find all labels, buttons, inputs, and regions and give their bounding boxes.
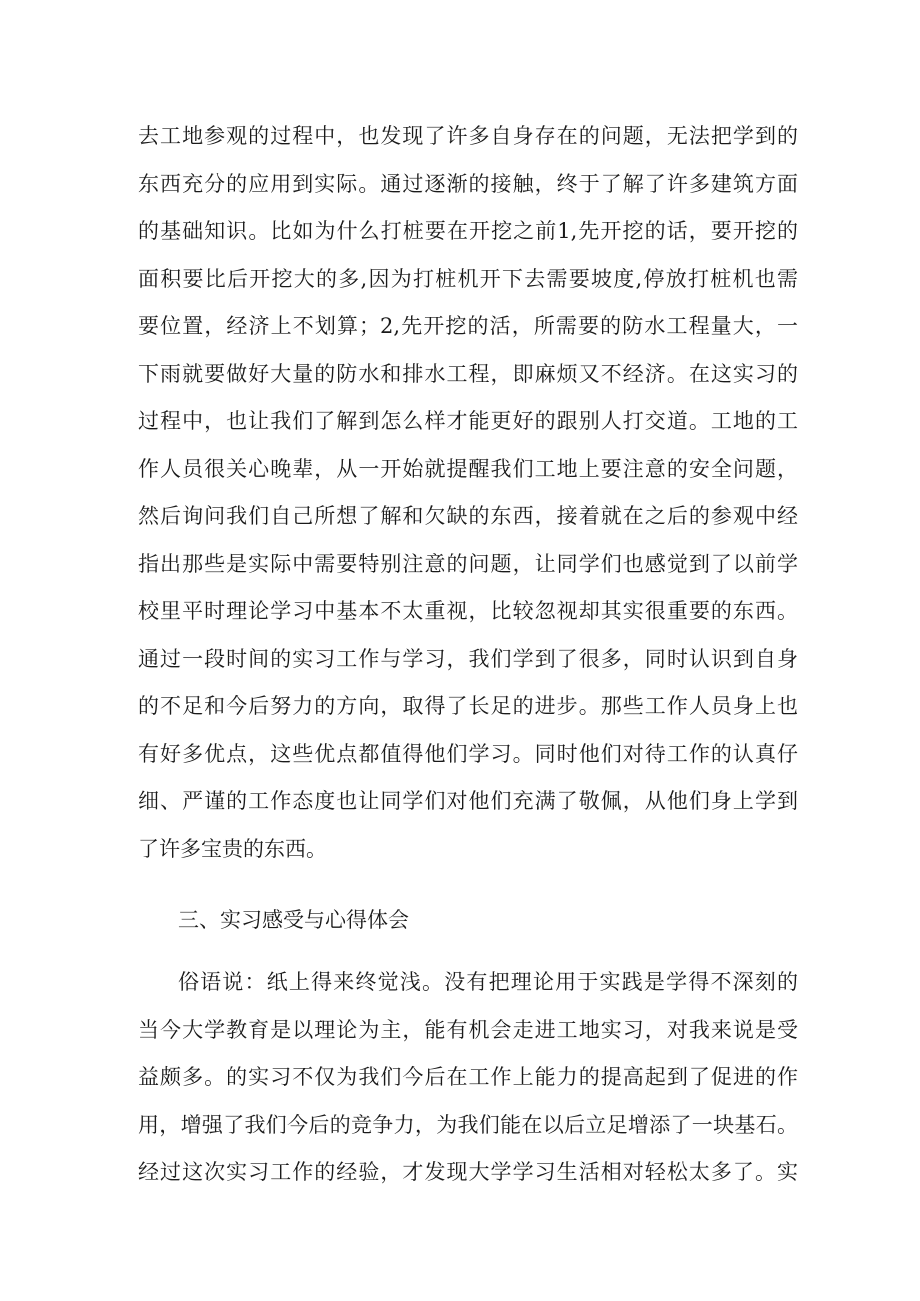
body-text-line: 细、严谨的工作态度也让同学们对他们充满了敬佩，从他们身上学到 (138, 789, 798, 813)
body-text-line: 指出那些是实际中需要特别注意的问题，让同学们也感觉到了以前学 (138, 552, 798, 576)
body-text-line: 了许多宝贵的东西。 (138, 837, 327, 861)
body-text-line: 俗语说：纸上得来终觉浅。没有把理论用于实践是学得不深刻的 (178, 970, 798, 994)
body-text-line: 有好多优点，这些优点都值得他们学习。同时他们对待工作的认真仔 (138, 742, 798, 766)
body-text-line: 作人员很关心晚辈，从一开始就提醒我们工地上要注意的安全问题， (138, 457, 798, 481)
body-text-line: 用，增强了我们今后的竞争力，为我们能在以后立足增添了一块基石。 (138, 1113, 798, 1137)
body-text-line: 要位置，经济上不划算；2,先开挖的活，所需要的防水工程量大，一 (138, 314, 798, 338)
body-text-line: 的基础知识。比如为什么打桩要在开挖之前1,先开挖的话，要开挖的 (138, 219, 798, 243)
body-text-line: 面积要比后开挖大的多,因为打桩机开下去需要坡度,停放打桩机也需 (138, 267, 798, 291)
body-text-line: 当今大学教育是以理论为主，能有机会走进工地实习，对我来说是受 (138, 1018, 798, 1042)
body-text-line: 通过一段时间的实习工作与学习，我们学到了很多，同时认识到自身 (138, 647, 798, 671)
body-text-line: 益颇多。的实习不仅为我们今后在工作上能力的提高起到了促进的作 (138, 1065, 798, 1089)
body-text-line: 过程中，也让我们了解到怎么样才能更好的跟别人打交道。工地的工 (138, 409, 798, 433)
body-text-line: 然后询问我们自己所想了解和欠缺的东西，接着就在之后的参观中经 (138, 504, 798, 528)
body-text-line: 的不足和今后努力的方向，取得了长足的进步。那些工作人员身上也 (138, 694, 798, 718)
body-text-line: 校里平时理论学习中基本不太重视，比较忽视却其实很重要的东西。 (138, 599, 798, 623)
section-heading: 三、实习感受与心得体会 (178, 908, 409, 932)
body-text-line: 经过这次实习工作的经验，才发现大学学习生活相对轻松太多了。实 (138, 1160, 798, 1184)
body-text-line: 去工地参观的过程中，也发现了许多自身存在的问题，无法把学到的 (138, 124, 798, 148)
body-text-line: 下雨就要做好大量的防水和排水工程，即麻烦又不经济。在这实习的 (138, 362, 798, 386)
body-text-line: 东西充分的应用到实际。通过逐渐的接触，终于了解了许多建筑方面 (138, 172, 798, 196)
